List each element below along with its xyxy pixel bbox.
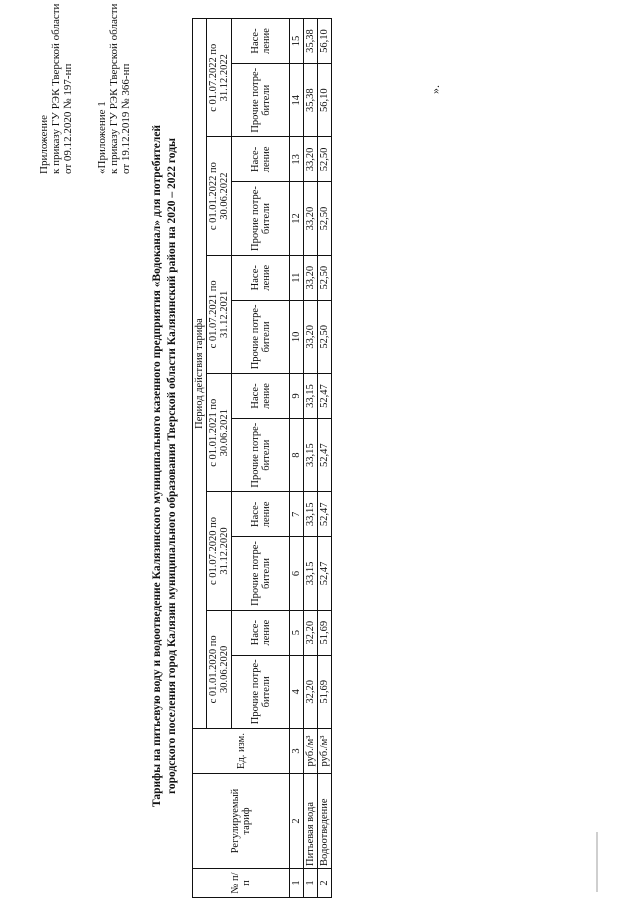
index-cell: 11 [290,255,304,300]
value-cell: 52,50 [318,137,332,182]
sub-pop-header: Насе-ление [232,255,290,300]
value-cell: 51,69 [318,655,332,728]
value-cell: 33,20 [304,255,318,300]
row-num: 1 [304,869,318,898]
index-cell: 7 [290,492,304,537]
closing-mark: ». [428,85,442,94]
col-num-header: № п/п [193,869,290,898]
value-cell: 33,20 [304,182,318,255]
row-num: 2 [318,869,332,898]
index-row [290,19,304,898]
document-title [150,36,180,896]
appendix1-line: от 19.12.2019 № 366-нп [120,63,132,174]
table-row [318,19,332,898]
header-row [193,19,207,898]
value-cell: 33,15 [304,492,318,537]
row-name: Водоотведение [318,774,332,869]
period-cell: с 01.01.2020 по 30.06.2020 [207,610,232,728]
value-cell: 52,50 [318,300,332,373]
value-cell: 52,47 [318,374,332,419]
appendix-header [38,4,74,174]
row-unit: руб./м³ [318,729,332,774]
sub-pop-header: Насе-ление [232,374,290,419]
appendix1-header [96,4,132,174]
appendix1-line: к приказу ГУ РЭК Тверской области [108,3,120,174]
index-cell: 13 [290,137,304,182]
title-line-1: Тарифы на питьевую воду и водоотведение Калязинского муниципального казенного предприятия «Водоканал» для потребителей [151,124,163,808]
value-cell: 33,15 [304,418,318,491]
appendix-line: к приказу ГУ РЭК Тверской области [50,3,62,174]
appendix-line: от 09.12.2020 № 197-нп [62,63,74,174]
index-cell: 14 [290,64,304,137]
title-line-2: городского поселения город Калязин муниципального образования Тверской области Калязинский район на 2020 – 2022 годы [166,137,178,795]
value-cell: 33,15 [304,537,318,610]
row-name: Питьевая вода [304,774,318,869]
tariff-table [192,18,332,898]
scan-mark [596,832,598,892]
sub-pop-header: Насе-ление [232,610,290,655]
col-tariff-header: Регулируемый тариф [193,774,290,869]
index-cell: 9 [290,374,304,419]
period-cell: с 01.01.2021 по 30.06.2021 [207,374,232,492]
value-cell: 52,47 [318,418,332,491]
index-cell: 1 [290,869,304,898]
sub-pop-header: Насе-ление [232,19,290,64]
sub-other-header: Прочие потре-бители [232,64,290,137]
value-cell: 32,20 [304,610,318,655]
appendix1-line: «Приложение 1 [96,101,108,174]
index-cell: 5 [290,610,304,655]
appendix-line: Приложение [38,114,50,174]
index-cell: 2 [290,774,304,869]
value-cell: 33,15 [304,374,318,419]
index-cell: 3 [290,729,304,774]
index-cell: 4 [290,655,304,728]
row-unit: руб./м³ [304,729,318,774]
sub-other-header: Прочие потре-бители [232,655,290,728]
sub-pop-header: Насе-ление [232,137,290,182]
period-cell: с 01.07.2022 по 31.12.2022 [207,19,232,137]
sub-other-header: Прочие потре-бители [232,537,290,610]
index-cell: 8 [290,418,304,491]
period-cell: с 01.07.2020 по 31.12.2020 [207,492,232,610]
value-cell: 56,10 [318,64,332,137]
value-cell: 51,69 [318,610,332,655]
index-cell: 15 [290,19,304,64]
sub-pop-header: Насе-ление [232,492,290,537]
value-cell: 52,47 [318,492,332,537]
value-cell: 32,20 [304,655,318,728]
sub-other-header: Прочие потре-бители [232,418,290,491]
index-cell: 12 [290,182,304,255]
period-cell: с 01.01.2022 по 30.06.2022 [207,137,232,255]
value-cell: 52,47 [318,537,332,610]
value-cell: 33,20 [304,300,318,373]
value-cell: 52,50 [318,255,332,300]
value-cell: 35,38 [304,19,318,64]
index-cell: 10 [290,300,304,373]
col-unit-header: Ед. изм. [193,729,290,774]
table-row [304,19,318,898]
value-cell: 52,50 [318,182,332,255]
period-cell: с 01.07.2021 по 31.12.2021 [207,255,232,373]
value-cell: 33,20 [304,137,318,182]
value-cell: 56,10 [318,19,332,64]
sub-other-header: Прочие потре-бители [232,300,290,373]
period-header: Период действия тарифа [193,19,207,729]
value-cell: 35,38 [304,64,318,137]
index-cell: 6 [290,537,304,610]
sub-other-header: Прочие потре-бители [232,182,290,255]
